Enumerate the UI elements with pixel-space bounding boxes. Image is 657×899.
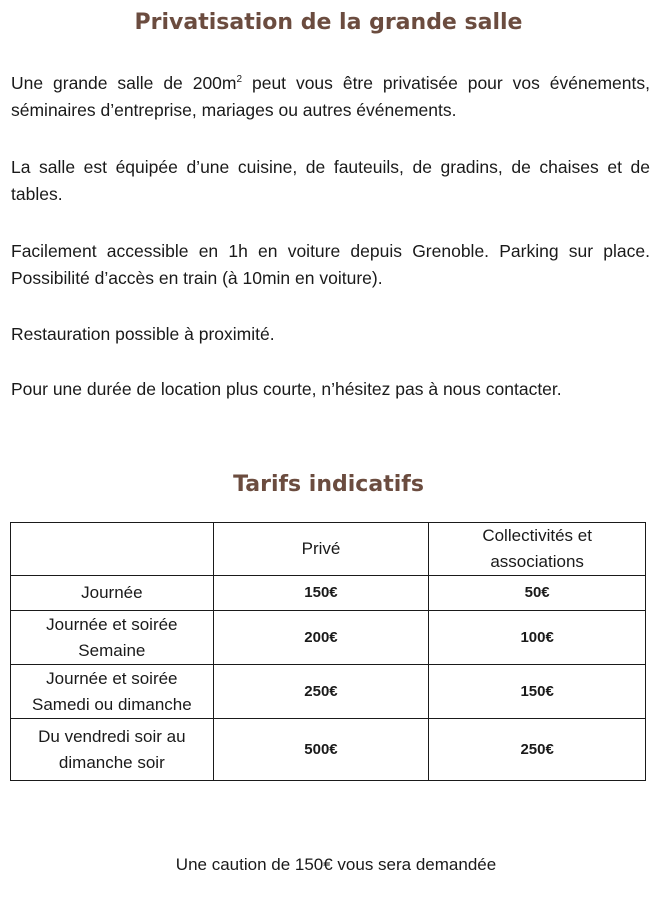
- superscript-two: 2: [236, 74, 243, 86]
- intro-paragraph: [11, 70, 650, 124]
- row-label: Du vendredi soir au dimanche soir: [11, 719, 214, 781]
- price-collectivites: 50€: [429, 576, 646, 611]
- tarifs-title: Tarifs indicatifs: [233, 472, 424, 497]
- row-label: Journée: [11, 576, 214, 611]
- header-cell-prive: Privé: [213, 523, 429, 576]
- table-row: [11, 576, 646, 611]
- page-title: Privatisation de la grande salle: [134, 10, 523, 35]
- price-prive: 150€: [213, 576, 429, 611]
- price-collectivites: 250€: [429, 719, 646, 781]
- access-paragraph: Facilement accessible en 1h en voiture depuis Grenoble. Parking sur place. Possibilité d’accès en train (à 10min en voiture).: [11, 241, 650, 288]
- table-row: [11, 611, 646, 665]
- table-header-row: [11, 523, 646, 576]
- restauration-paragraph: Restauration possible à proximité.: [11, 324, 275, 344]
- price-prive: 250€: [213, 665, 429, 719]
- table-row: [11, 719, 646, 781]
- caution-note: Une caution de 150€ vous sera demandée: [175, 855, 497, 874]
- price-prive: 200€: [213, 611, 429, 665]
- row-label: Journée et soirée Samedi ou dimanche: [11, 665, 214, 719]
- price-collectivites: 150€: [429, 665, 646, 719]
- tarifs-table: [10, 522, 646, 781]
- header-cell-empty: [11, 523, 214, 576]
- price-prive: 500€: [213, 719, 429, 781]
- price-collectivites: 100€: [429, 611, 646, 665]
- contact-paragraph: Pour une durée de location plus courte, n’hésitez pas à nous contacter.: [11, 379, 562, 399]
- table-row: [11, 665, 646, 719]
- intro-text-start: Une grande salle de 200m: [11, 73, 237, 93]
- equipment-paragraph: La salle est équipée d’une cuisine, de fauteuils, de gradins, de chaises et de tables.: [11, 157, 650, 204]
- intro-text-end: peut vous être privatisée pour vos événements, séminaires d’entreprise, mariages ou autres événements.: [11, 73, 650, 120]
- header-cell-collectivites: Collectivités et associations: [429, 523, 646, 576]
- row-label: Journée et soirée Semaine: [11, 611, 214, 665]
